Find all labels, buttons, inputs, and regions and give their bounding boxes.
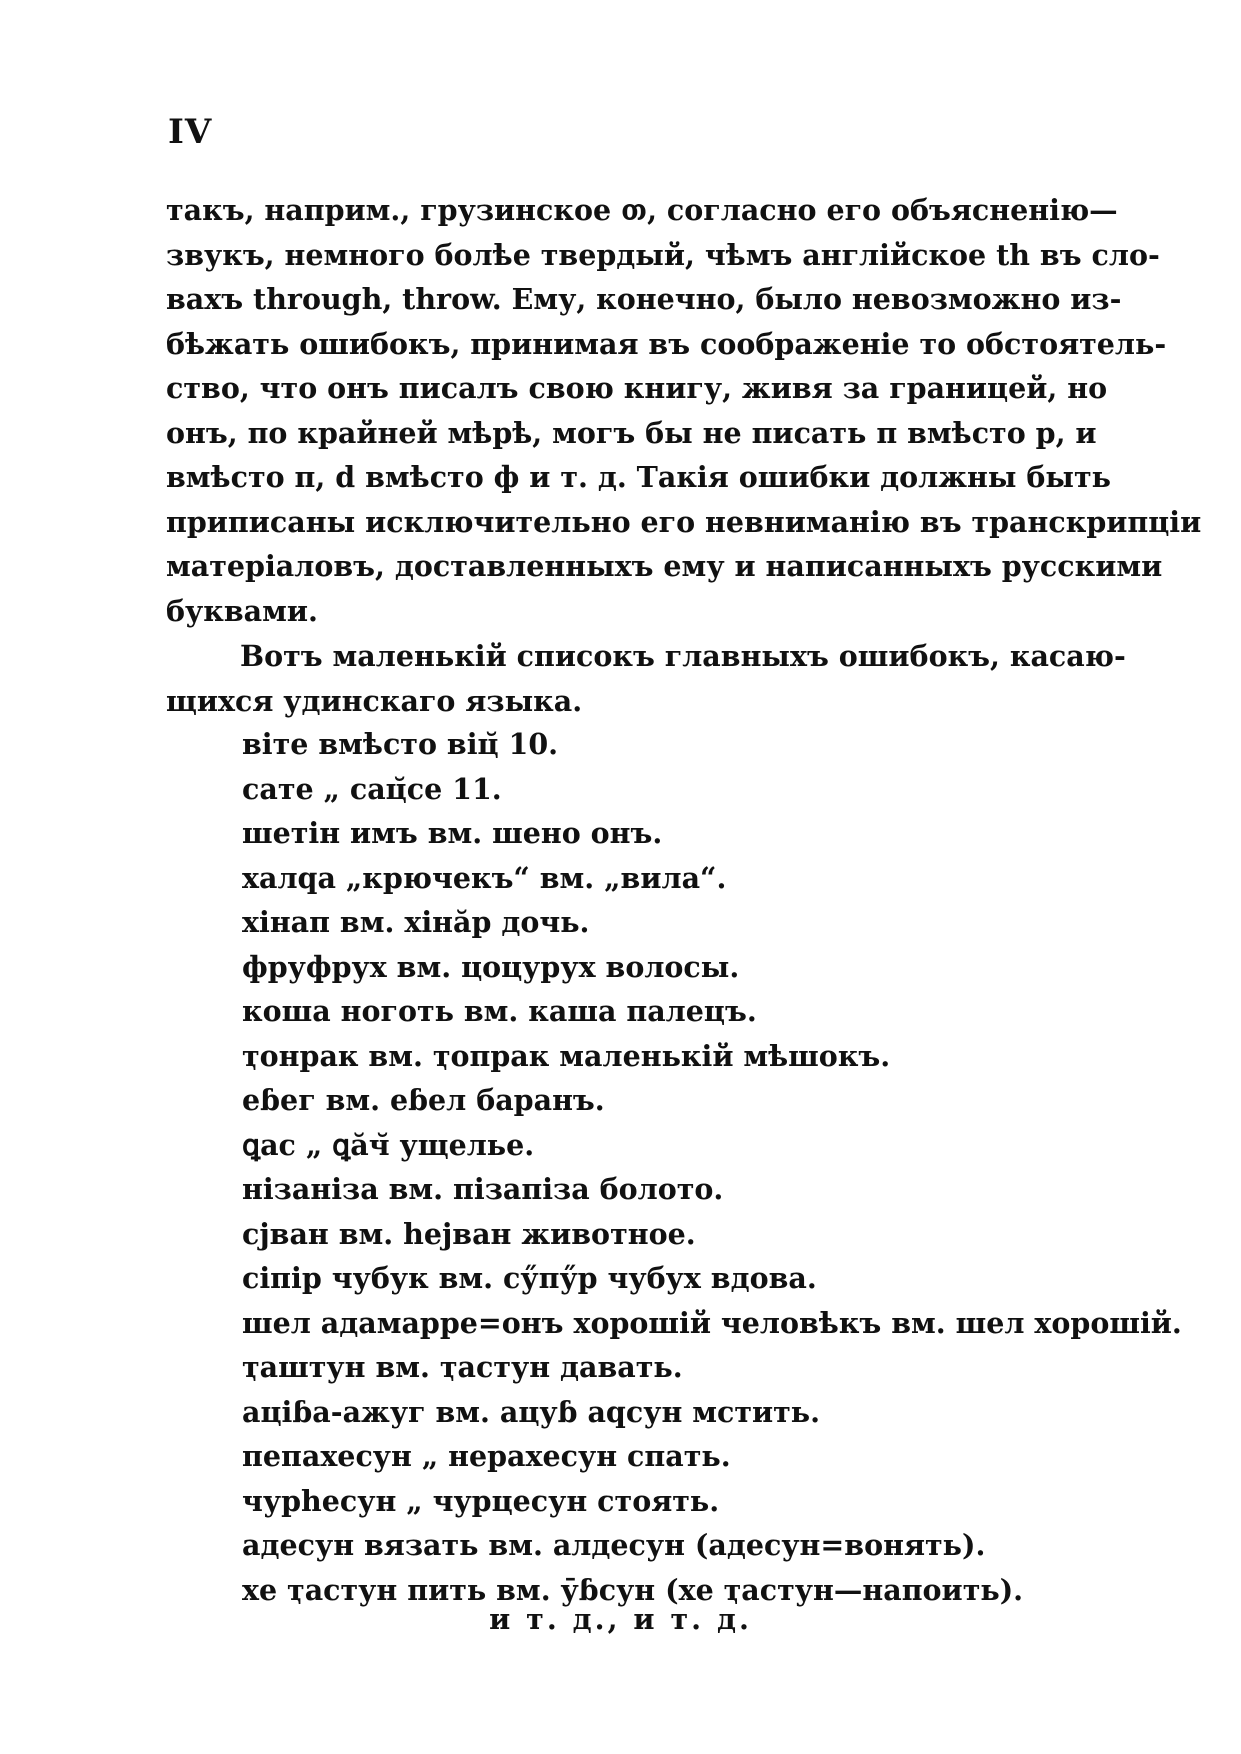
error-list — [242, 722, 1182, 1612]
error-list-item: пепахесун „ нерахесун спать. — [242, 1439, 731, 1473]
text-line: онъ, по крайней мѣрѣ, могъ бы не писать п вмѣсто р, и — [166, 415, 1097, 450]
error-list-item: ҭаштун вм. ҭастун давать. — [242, 1350, 683, 1384]
error-list-item: хе ҭастун пить вм. ӯɓсун (хе ҭастун—напоить). — [242, 1572, 1024, 1607]
error-list-item: сјван вм. һејван животное. — [242, 1216, 696, 1251]
paragraph-list-intro — [166, 634, 1126, 723]
text-line: буквами. — [166, 593, 318, 628]
text-line: звукъ, немного болѣе твердый, чѣмъ англійское th въ сло- — [166, 237, 1160, 272]
text-line: вахъ through, throw. Ему, конечно, было невозможно из- — [166, 282, 1122, 316]
text-line: щихся удинскаго языка. — [166, 683, 583, 718]
error-list-item: чурһесун „ чурцесун стоять. — [242, 1483, 720, 1518]
paragraph-intro — [166, 188, 1202, 633]
error-list-item: шетін имъ вм. шено онъ. — [242, 816, 663, 850]
text-line: вмѣсто п, d вмѣсто ф и т. д. Такія ошибки должны быть — [166, 460, 1111, 494]
error-list-item: аціɓа-ажуг вм. ацуɓ аqсун мстить. — [242, 1394, 821, 1429]
error-list-item: ҭонрак вм. ҭопрак маленькій мѣшокъ. — [242, 1038, 891, 1073]
page-number: IV — [168, 112, 213, 152]
text-line: приписаны исключительно его невниманію въ транскрипціи — [166, 504, 1202, 539]
text-line: матеріаловъ, доставленныхъ ему и написанныхъ русскими — [166, 549, 1163, 583]
error-list-item: фруфрух вм. цоцурух волосы. — [242, 949, 740, 984]
error-list-item: хінап вм. хінăр дочь. — [242, 905, 590, 939]
closing-line: и т. д., и т. д. — [489, 1602, 752, 1636]
error-list-item: віте вмѣсто віц̆ 10. — [242, 727, 559, 761]
error-list-item: халqа „крючекъ“ вм. „вила“. — [242, 860, 727, 895]
text-line: такъ, наприм., грузинское თ, согласно его объясненію— — [166, 193, 1118, 227]
error-list-item: коша ноготь вм. каша палецъ. — [242, 994, 757, 1028]
error-list-item: еɓег вм. еɓел баранъ. — [242, 1083, 605, 1117]
error-list-item: ꝗас „ ꝗăч̆ ущелье. — [242, 1127, 535, 1162]
error-list-item: адесун вязать вм. алдесун (адесун=вонять). — [242, 1528, 986, 1562]
text-line: Вотъ маленькій списокъ главныхъ ошибокъ, касаю- — [240, 639, 1126, 673]
text-line: бѣжать ошибокъ, принимая въ соображеніе то обстоятель- — [166, 326, 1167, 361]
error-list-item: нізаніза вм. пізапіза болото. — [242, 1172, 724, 1206]
error-list-item: шел адамарре=онъ хорошій человѣкъ вм. шел хорошій. — [242, 1305, 1182, 1340]
error-list-item: сіпір чубук вм. сӳпӳр чубух вдова. — [242, 1261, 817, 1295]
text-line: ство, что онъ писалъ свою книгу, живя за границей, но — [166, 371, 1108, 405]
error-list-item: сате „ сац̆се 11. — [242, 771, 502, 806]
